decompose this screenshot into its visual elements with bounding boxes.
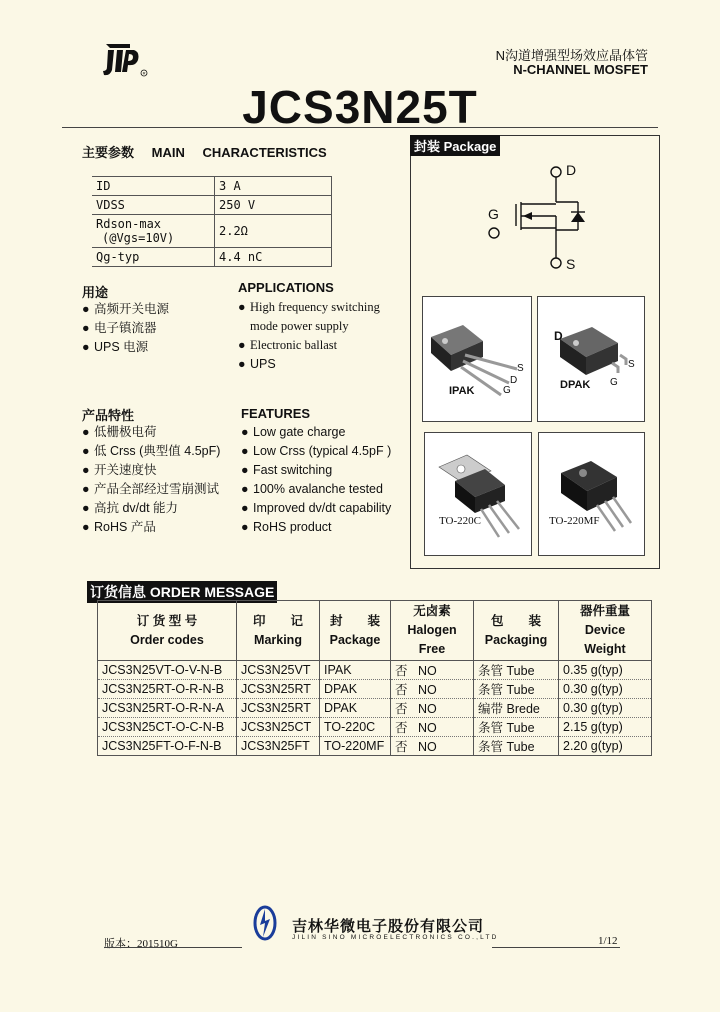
pin-label-drain: D bbox=[566, 162, 577, 178]
device-type-en: N-CHANNEL MOSFET bbox=[513, 62, 648, 77]
features-list-cn bbox=[82, 423, 220, 537]
list-item: ● Electronic ballast bbox=[238, 338, 338, 352]
col-header-package: 封 装 Package bbox=[320, 601, 391, 661]
col-header-marking: 印 记 Marking bbox=[237, 601, 320, 661]
char-row-vdss bbox=[92, 196, 332, 215]
device-type-cn: N沟道增强型场效应晶体管 bbox=[495, 48, 648, 63]
col-header-weight: 器件重量 Device Weight bbox=[559, 601, 652, 661]
pin-label-source: S bbox=[566, 256, 576, 272]
char-param bbox=[92, 215, 215, 248]
main-characteristics-heading bbox=[82, 142, 327, 161]
package-heading bbox=[410, 135, 500, 156]
char-row-id bbox=[92, 177, 332, 196]
char-param: ID bbox=[92, 177, 215, 196]
order-table bbox=[97, 600, 652, 756]
applications-list-en bbox=[238, 298, 380, 374]
list-item: ● UPS bbox=[238, 357, 276, 371]
list-item: ● Low gate charge bbox=[241, 425, 346, 439]
char-value: 4.4 nC bbox=[215, 248, 332, 267]
page-number: 1/12 bbox=[598, 935, 618, 947]
table-row: JCS3N25VT-O-V-N-B JCS3N25VT IPAK 否 NO 条管 Tube 0.35 g(typ) bbox=[98, 661, 652, 680]
list-item: ● 低栅极电荷 bbox=[82, 425, 157, 439]
part-number-title: JCS3N25T bbox=[242, 81, 478, 133]
list-item: ● 高抗 dv/dt 能力 bbox=[82, 501, 179, 515]
list-item: ● 开关速度快 bbox=[82, 463, 157, 477]
applications-list-cn bbox=[82, 300, 169, 357]
company-emblem-icon bbox=[248, 903, 282, 943]
ipak-package-icon bbox=[423, 297, 531, 421]
main-characteristics-title-cn: 主要参数 bbox=[82, 145, 135, 160]
ipak-pin-d: D bbox=[510, 375, 518, 386]
ipak-pin-s: S bbox=[517, 363, 524, 374]
char-row-rdson bbox=[92, 215, 332, 248]
char-param-line2: (@Vgs=10V) bbox=[102, 231, 175, 245]
table-row: JCS3N25FT-O-F-N-B JCS3N25FT TO-220MF 否 NO 条管 Tube 2.20 g(typ) bbox=[98, 737, 652, 756]
footer-divider-right bbox=[492, 947, 620, 948]
char-value: 2.2Ω bbox=[215, 215, 332, 248]
list-item: ● Fast switching bbox=[241, 463, 333, 477]
to220mf-label: TO-220MF bbox=[549, 515, 600, 527]
char-row-qg bbox=[92, 248, 332, 267]
company-name-cn: 吉林华微电子股份有限公司 bbox=[292, 918, 485, 935]
dpak-label: DPAK bbox=[560, 379, 591, 391]
table-row: JCS3N25RT-O-R-N-B JCS3N25RT DPAK 否 NO 条管 Tube 0.30 g(typ) bbox=[98, 680, 652, 699]
dpak-image bbox=[537, 296, 645, 422]
col-header-packaging: 包 装 Packaging bbox=[474, 601, 559, 661]
list-item: mode power supply bbox=[250, 319, 349, 333]
dpak-pin-g: G bbox=[610, 377, 618, 388]
list-item: ● RoHS 产品 bbox=[82, 520, 156, 534]
list-item: ● Improved dv/dt capability bbox=[241, 501, 392, 515]
title-divider bbox=[62, 127, 658, 128]
company-name-en: JILIN SINO MICROELECTRONICS CO.,LTD bbox=[292, 934, 499, 941]
char-param: Qg-typ bbox=[92, 248, 215, 267]
char-param-line1: Rdson-max bbox=[96, 217, 162, 231]
company-logo-icon bbox=[100, 40, 150, 78]
features-list-en bbox=[241, 423, 391, 537]
main-characteristics-title-en2: CHARACTERISTICS bbox=[202, 145, 327, 160]
ipak-image bbox=[422, 296, 532, 422]
to220mf-package-icon bbox=[539, 433, 644, 555]
list-item: ● 100% avalanche tested bbox=[241, 482, 383, 496]
main-characteristics-table bbox=[92, 176, 332, 267]
to220mf-image bbox=[538, 432, 645, 556]
dpak-pin-s: S bbox=[628, 359, 635, 370]
list-item: ● RoHS product bbox=[241, 520, 332, 534]
package-title-cn: 封装 bbox=[414, 139, 441, 154]
table-row: JCS3N25RT-O-R-N-A JCS3N25RT DPAK 否 NO 编带 Brede 0.30 g(typ) bbox=[98, 699, 652, 718]
col-header-halogen-free: 无卤素 Halogen Free bbox=[391, 601, 474, 661]
list-item: ● Low Crss (typical 4.5pF ) bbox=[241, 444, 392, 458]
table-row: JCS3N25CT-O-C-N-B JCS3N25CT TO-220C 否 NO 条管 Tube 2.15 g(typ) bbox=[98, 718, 652, 737]
list-item: ● 电子镇流器 bbox=[82, 321, 157, 335]
to220c-image bbox=[424, 432, 532, 556]
pin-label-gate: G bbox=[488, 206, 499, 222]
to220c-label: TO-220C bbox=[439, 515, 481, 527]
list-item: ● High frequency switching bbox=[238, 300, 380, 314]
list-item: ● UPS 电源 bbox=[82, 340, 149, 354]
svg-text:R: R bbox=[142, 70, 146, 76]
ipak-pin-g: G bbox=[503, 385, 511, 396]
version-label: 版本：201510G bbox=[104, 938, 178, 950]
footer-divider-left bbox=[104, 947, 242, 948]
order-title-en: ORDER MESSAGE bbox=[149, 584, 275, 600]
dpak-pin-d: D bbox=[554, 329, 563, 343]
to220c-package-icon bbox=[425, 433, 531, 555]
features-title-en: FEATURES bbox=[241, 406, 311, 421]
char-value: 250 V bbox=[215, 196, 332, 215]
applications-title-cn: 用途 bbox=[82, 285, 109, 300]
applications-title-en: APPLICATIONS bbox=[238, 280, 334, 295]
char-value: 3 A bbox=[215, 177, 332, 196]
package-title-en: Package bbox=[443, 139, 497, 154]
order-title-cn: 订货信息 bbox=[90, 584, 146, 600]
col-header-order-codes: 订 货 型 号 Order codes bbox=[98, 601, 237, 661]
order-header-row bbox=[98, 601, 652, 661]
main-characteristics-title-en: MAIN bbox=[151, 145, 185, 160]
list-item: ● 产品全部经过雪崩测试 bbox=[82, 482, 220, 496]
list-item: ● 高频开关电源 bbox=[82, 302, 170, 316]
ipak-label: IPAK bbox=[449, 385, 475, 397]
list-item: ● 低 Crss (典型值 4.5pF) bbox=[82, 444, 221, 458]
char-param: VDSS bbox=[92, 196, 215, 215]
features-title-cn: 产品特性 bbox=[82, 408, 135, 423]
